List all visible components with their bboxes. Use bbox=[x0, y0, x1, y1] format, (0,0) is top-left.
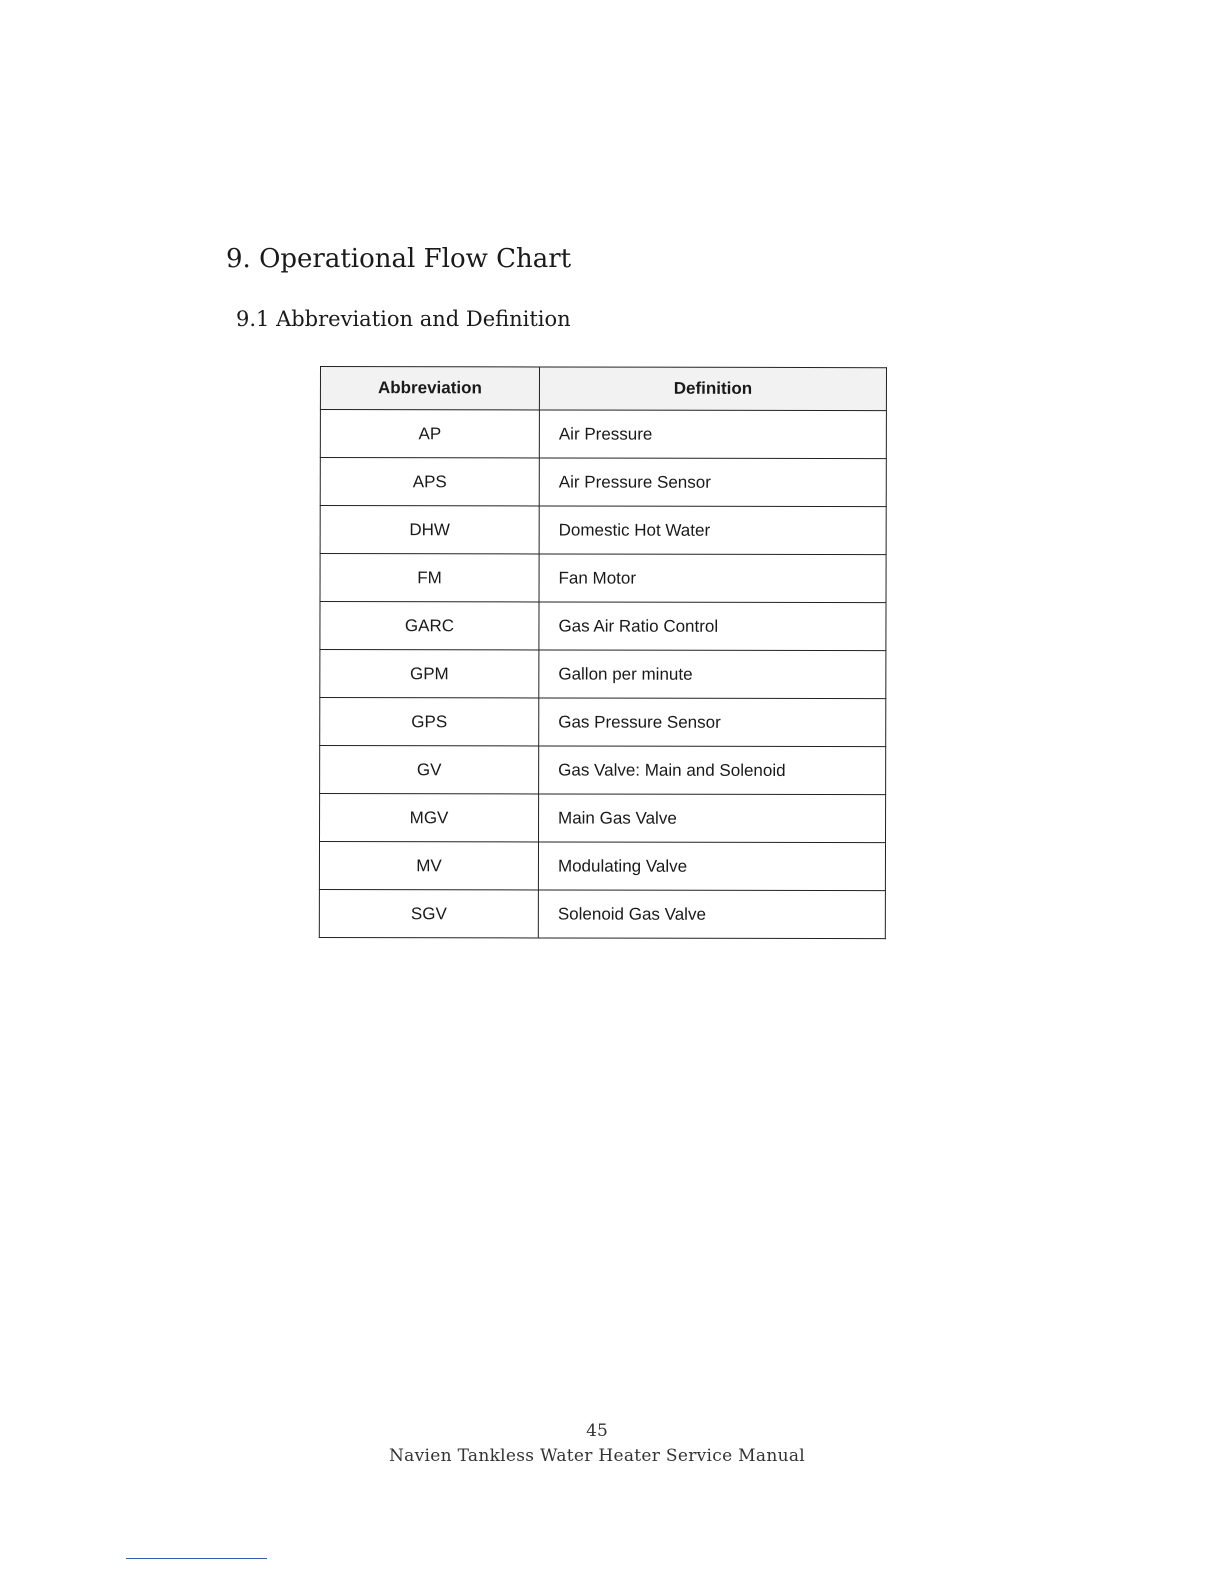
table-row bbox=[320, 794, 886, 843]
abbreviation-cell: GARC bbox=[320, 602, 539, 650]
abbreviation-cell: AP bbox=[320, 410, 539, 458]
section-title: 9. Operational Flow Chart bbox=[226, 244, 572, 274]
subsection-title: 9.1 Abbreviation and Definition bbox=[236, 307, 571, 331]
table-row bbox=[319, 842, 885, 891]
definition-cell: Gas Valve: Main and Solenoid bbox=[539, 746, 886, 795]
footer-manual-title: Navien Tankless Water Heater Service Manual bbox=[389, 1446, 805, 1466]
abbreviation-cell: DHW bbox=[320, 506, 539, 554]
abbreviation-cell: GPS bbox=[320, 698, 539, 746]
abbreviation-cell: MGV bbox=[320, 794, 539, 842]
column-header-abbreviation: Abbreviation bbox=[320, 367, 539, 410]
definition-cell: Gallon per minute bbox=[539, 650, 886, 699]
table-row bbox=[320, 410, 886, 459]
table-row bbox=[320, 506, 886, 555]
definition-cell: Air Pressure bbox=[539, 410, 886, 459]
column-header-definition: Definition bbox=[539, 367, 886, 411]
abbreviation-cell: APS bbox=[320, 458, 539, 506]
table-row bbox=[320, 458, 886, 507]
definition-cell: Gas Pressure Sensor bbox=[539, 698, 886, 747]
table-row bbox=[320, 650, 886, 699]
abbreviation-cell: GV bbox=[320, 746, 539, 794]
table-row bbox=[320, 602, 886, 651]
abbreviation-cell: GPM bbox=[320, 650, 539, 698]
abbreviation-cell: MV bbox=[319, 842, 538, 890]
definition-cell: Air Pressure Sensor bbox=[539, 458, 886, 507]
table-row bbox=[320, 746, 886, 795]
table-row bbox=[319, 889, 885, 938]
abbreviation-cell: SGV bbox=[319, 889, 538, 937]
footnote-divider bbox=[126, 1558, 267, 1559]
page-number: 45 bbox=[586, 1421, 608, 1441]
definition-cell: Main Gas Valve bbox=[539, 794, 886, 843]
table-header-row bbox=[320, 367, 886, 411]
abbreviation-cell: FM bbox=[320, 554, 539, 602]
definition-cell: Domestic Hot Water bbox=[539, 506, 886, 555]
definition-cell: Modulating Valve bbox=[538, 842, 885, 891]
table-row bbox=[320, 554, 886, 603]
definition-cell: Gas Air Ratio Control bbox=[539, 602, 886, 651]
table-row bbox=[320, 698, 886, 747]
definition-cell: Solenoid Gas Valve bbox=[538, 890, 885, 939]
definition-cell: Fan Motor bbox=[539, 554, 886, 603]
abbreviation-table bbox=[319, 366, 887, 939]
